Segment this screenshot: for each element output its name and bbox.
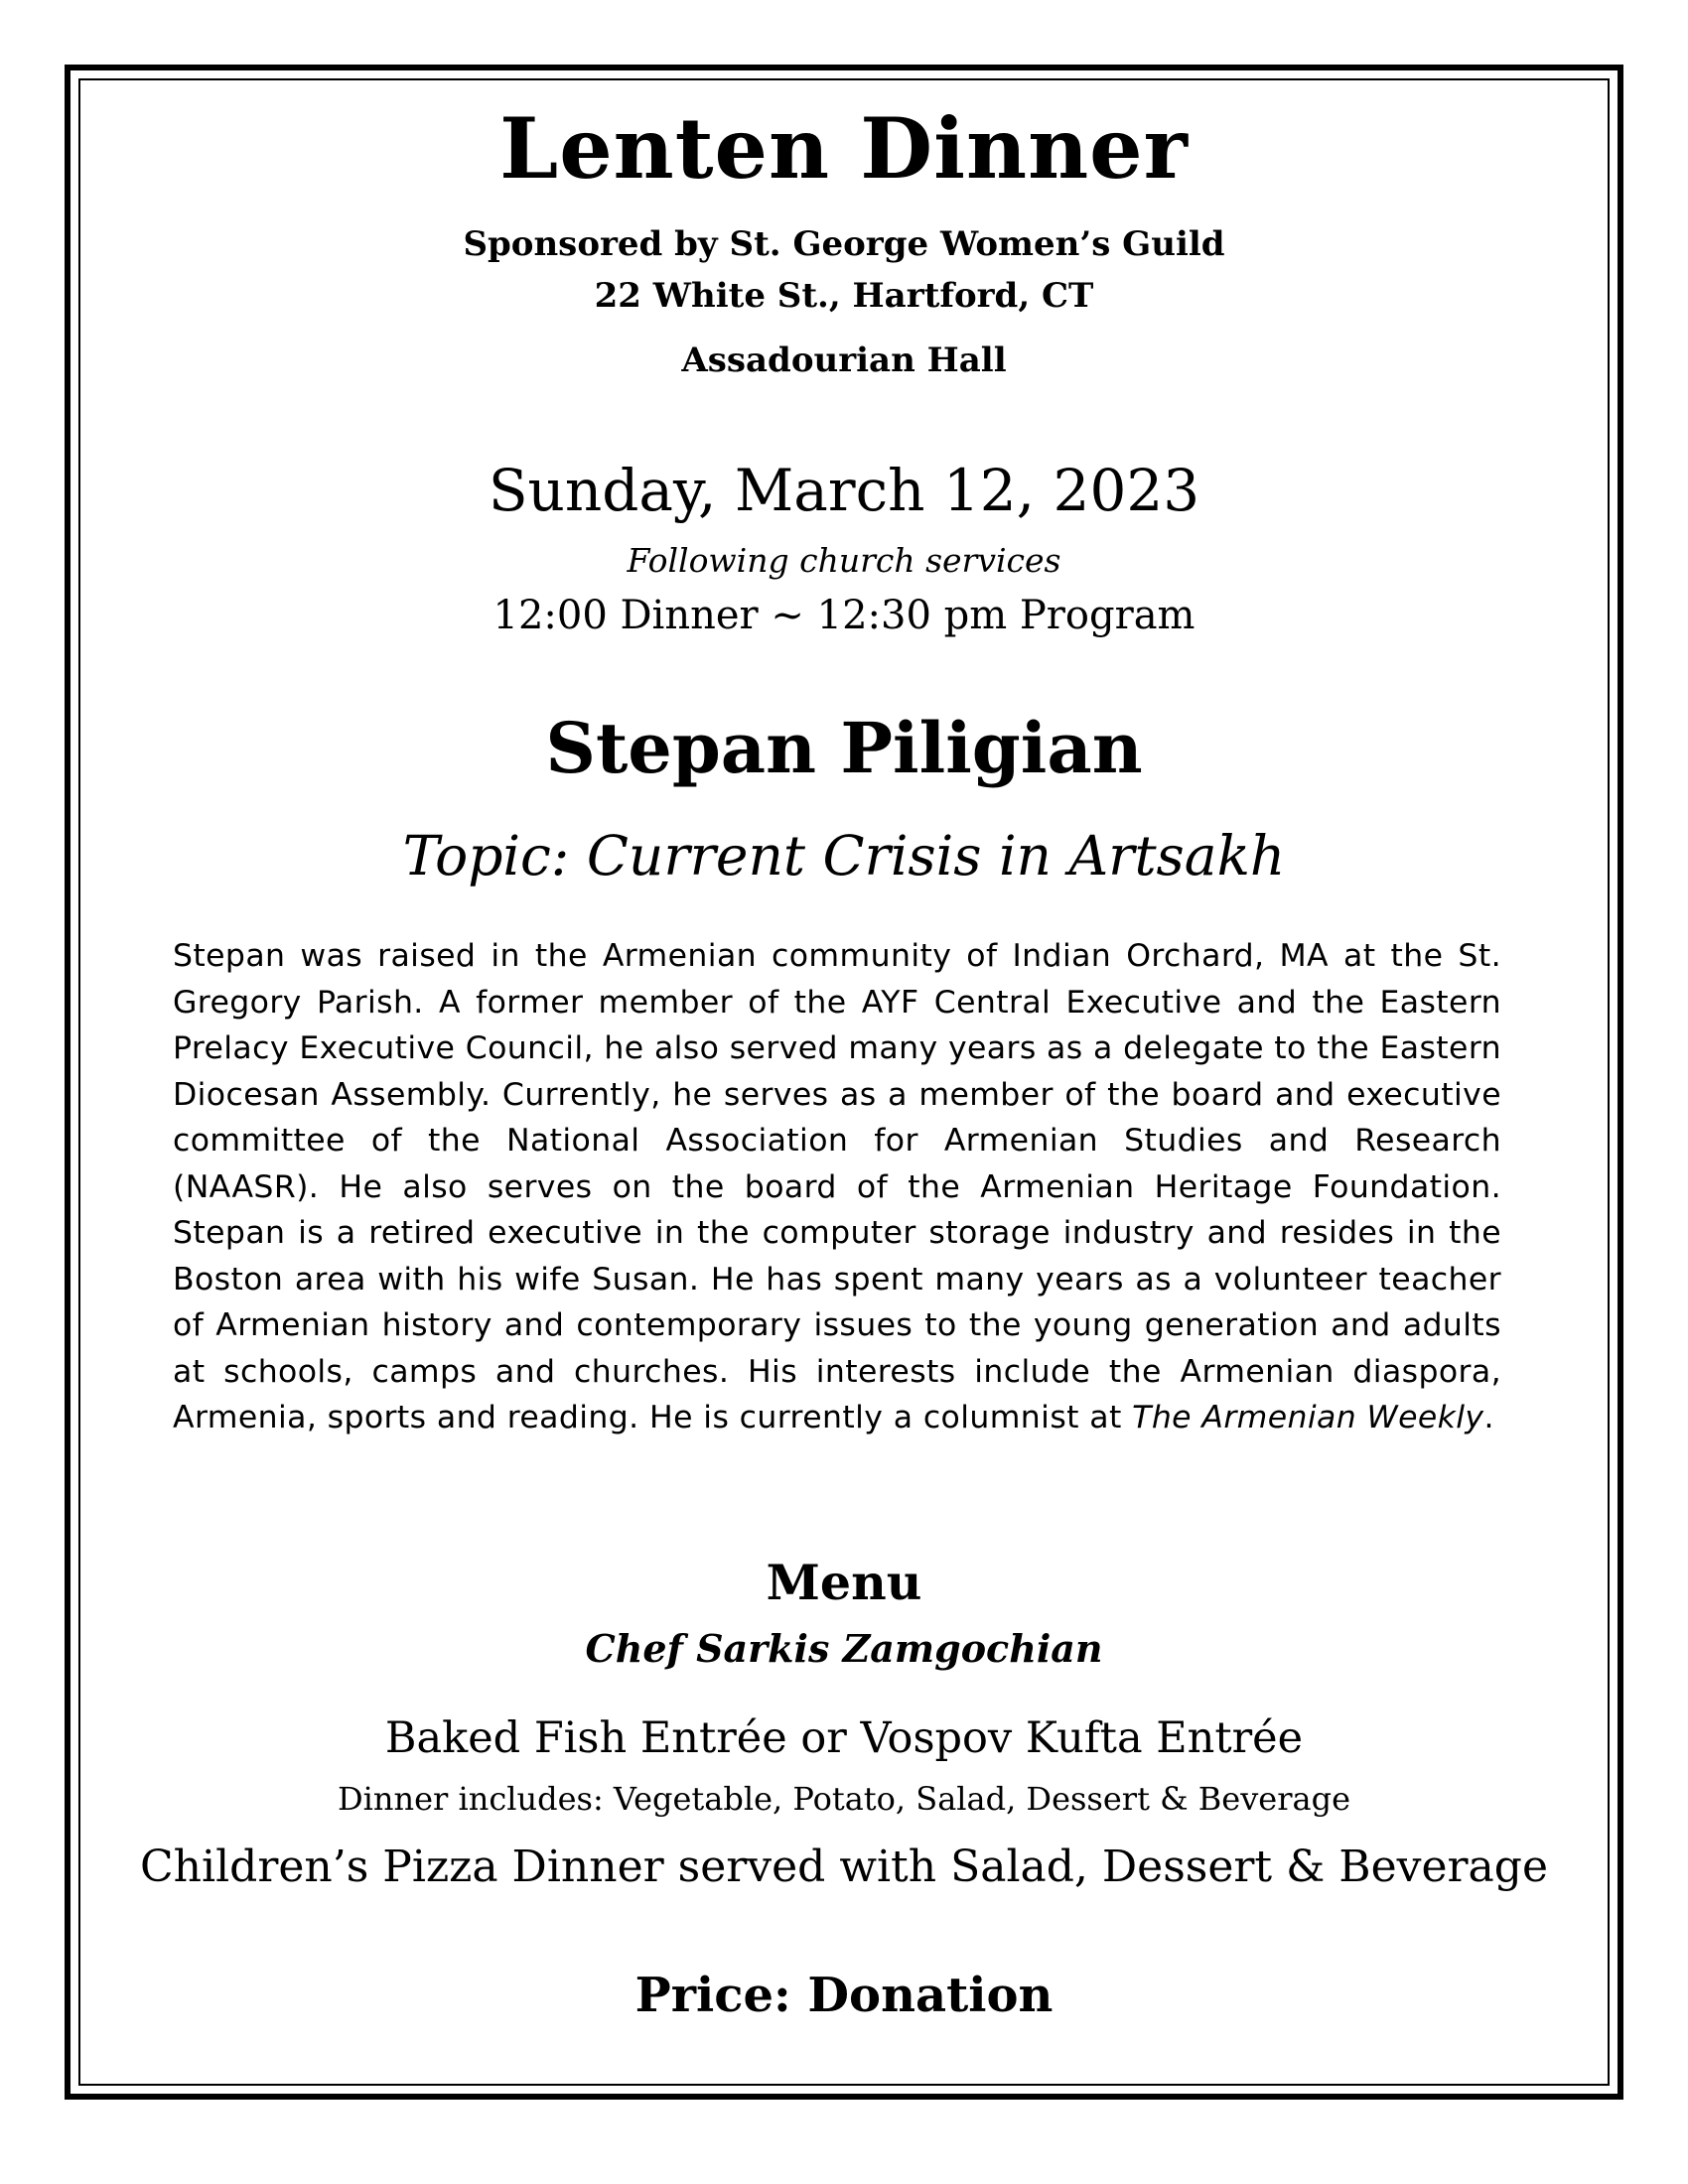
event-schedule: 12:00 Dinner ~ 12:30 pm Program bbox=[492, 593, 1196, 638]
bio-end: . bbox=[1483, 1400, 1494, 1435]
bio-publication: The Armenian Weekly bbox=[1132, 1400, 1484, 1435]
menu-title: Menu bbox=[766, 1554, 922, 1611]
event-title: Lenten Dinner bbox=[499, 99, 1189, 198]
hall-line: Assadourian Hall bbox=[681, 341, 1007, 380]
menu-children: Children’s Pizza Dinner served with Salad, Dessert & Beverage bbox=[140, 1842, 1548, 1892]
sponsor-line: Sponsored by St. George Women’s Guild bbox=[463, 224, 1225, 264]
following-note: Following church services bbox=[627, 541, 1061, 580]
speaker-topic: Topic: Current Crisis in Artsakh bbox=[402, 824, 1286, 887]
bio-text: Stepan was raised in the Armenian community of Indian Orchard, MA at the St. Gregory Parish. A former member of the AYF Central Executive and the Eastern Prelacy Executive Council, he also served many years as a delegate to the Eastern Diocesan Assembly. Currently, he serves as a member of the board and executive committee of the National Association for Armenian Studies and Research (NAASR). He also serves on the board of the Armenian Heritage Foundation. Stepan is a retired executive in the computer storage industry and resides in the Boston area with his wife Susan. He has spent many years as a volunteer teacher of Armenian history and contemporary issues to the young generation and adults at schools, camps and churches. His interests include the Armenian diaspora, Armenia, sports and reading. He is currently a columnist at bbox=[173, 938, 1501, 1435]
chef-name: Chef Sarkis Zamgochian bbox=[585, 1626, 1103, 1671]
price-line: Price: Donation bbox=[634, 1968, 1054, 2023]
event-date: Sunday, March 12, 2023 bbox=[488, 457, 1200, 524]
menu-includes: Dinner includes: Vegetable, Potato, Salad, Dessert & Beverage bbox=[337, 1780, 1351, 1818]
speaker-name: Stepan Piligian bbox=[545, 707, 1143, 789]
speaker-bio bbox=[173, 933, 1501, 1441]
menu-entree: Baked Fish Entrée or Vospov Kufta Entrée bbox=[384, 1713, 1304, 1763]
address-line: 22 White St., Hartford, CT bbox=[594, 276, 1094, 316]
